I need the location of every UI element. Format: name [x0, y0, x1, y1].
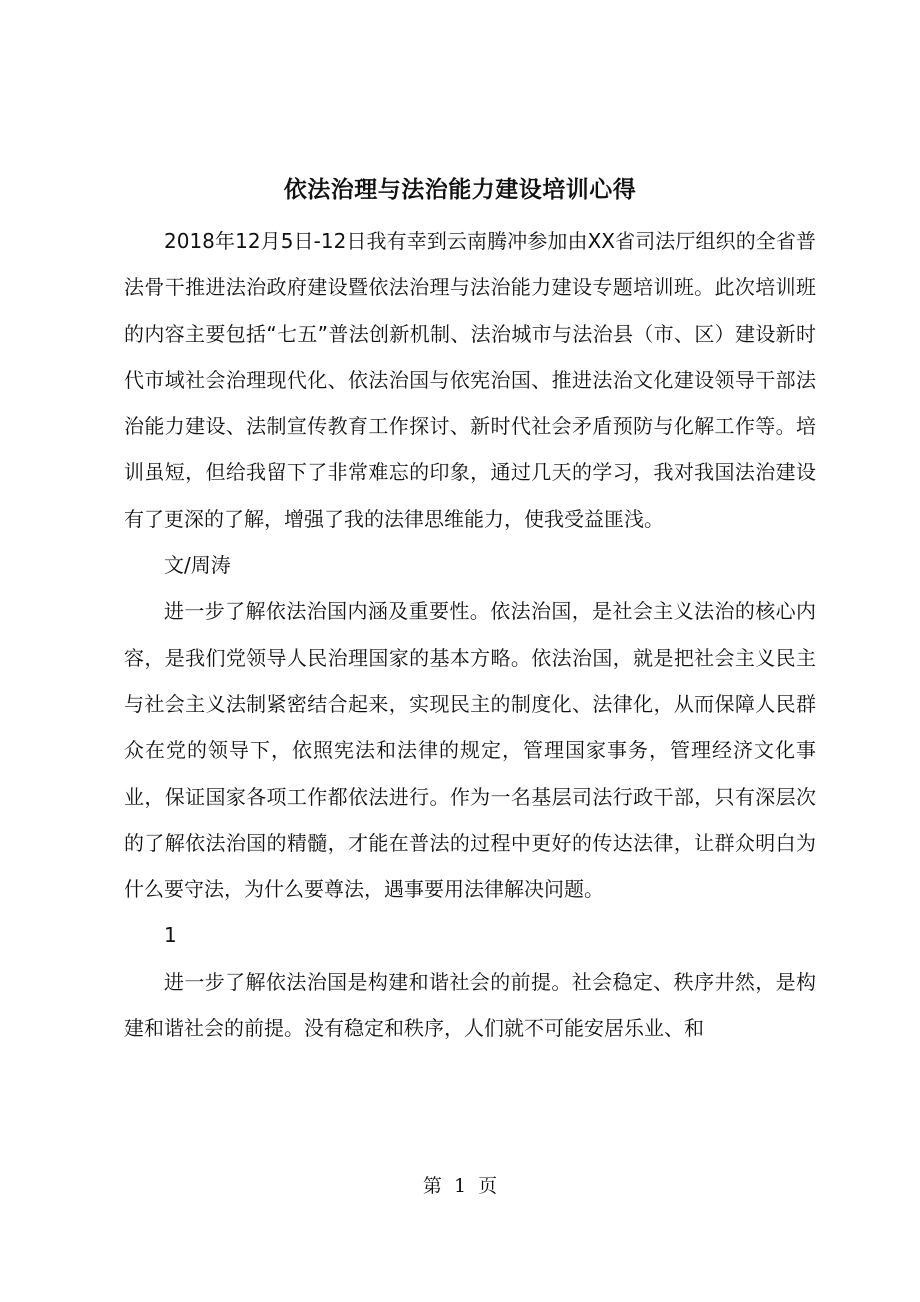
- body-paragraph: 进一步了解依法治国是构建和谐社会的前提。社会稳定、秩序井然，是构建和谐社会的前提。没有稳定和秩序，人们就不可能安居乐业、和: [124, 969, 816, 1041]
- page-number: 第 1 页: [422, 1175, 498, 1197]
- intro-paragraph: 2018年12月5日-12日我有幸到云南腾冲参加由XX省司法厅组织的全省普法骨干推进法治政府建设暨依法治理与法治能力建设专题培训班。此次培训班的内容主要包括“七五”普法创新机制、法治城市与法治县（市、区）建设新时代市域社会治理现代化、依法治国与依宪治国、推进法治文化建设领导干部法治能力建设、法制宣传教育工作探讨、新时代社会矛盾预防与化解工作等。培训虽短，但给我留下了非常难忘的印象，通过几天的学习，我对我国法治建设有了更深的了解，增强了我的法律思维能力，使我受益匪浅。: [124, 229, 816, 531]
- document-title: 依法治理与法治能力建设培训心得: [283, 177, 637, 203]
- document-body: [124, 218, 816, 1051]
- author-line: 文/周涛: [164, 553, 231, 578]
- body-paragraph: 进一步了解依法治国内涵及重要性。依法治国，是社会主义法治的核心内容，是我们党领导人民治理国家的基本方略。依法治国，就是把社会主义民主与社会主义法制紧密结合起来，实现民主的制度化、法律化，从而保障人民群众在党的领导下，依照宪法和法律的规定，管理国家事务，管理经济文化事业，保证国家各项工作都依法进行。作为一名基层司法行政干部，只有深层次的了解依法治国的精髓，才能在普法的过程中更好的传达法律，让群众明白为什么要守法，为什么要尊法，遇事要用法律解决问题。: [124, 599, 816, 902]
- section-number: 1: [164, 923, 177, 948]
